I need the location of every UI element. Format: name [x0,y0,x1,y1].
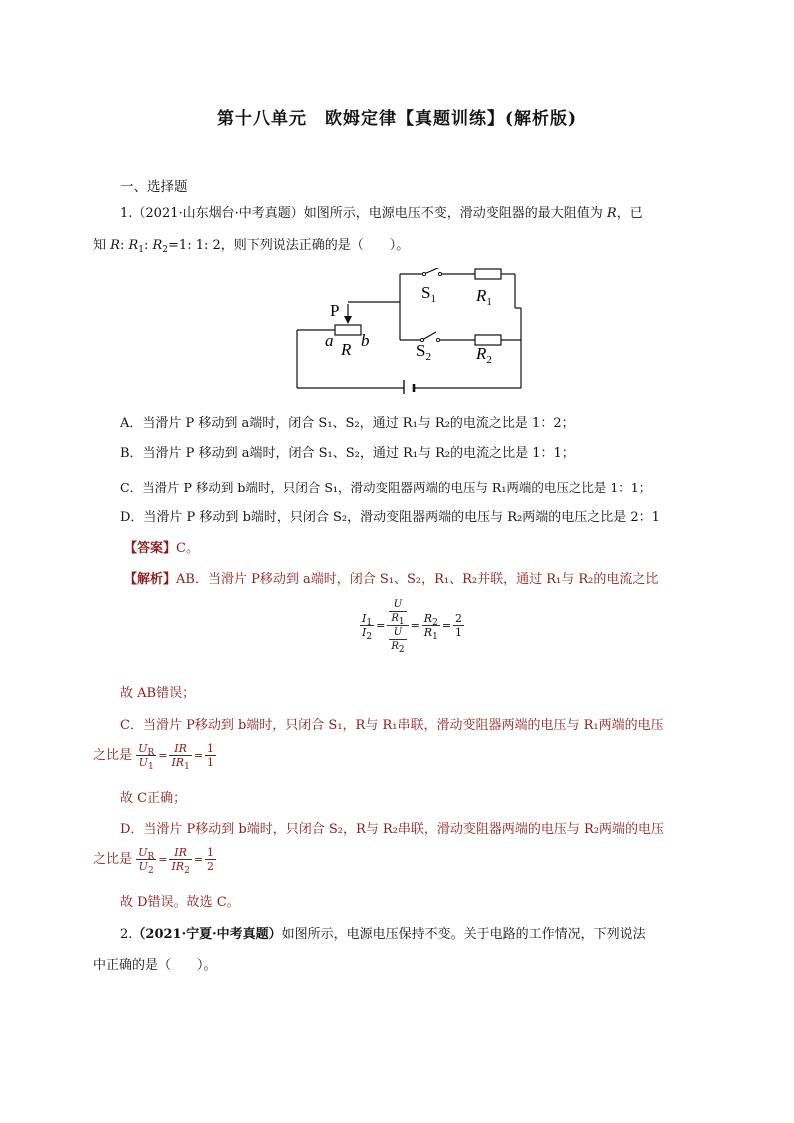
resistor-r1 [475,269,501,279]
switch-s1-blade [424,268,440,274]
q1-stem-question: =1: 1: 2，则下列说法正确的是（ ）。 [168,238,410,253]
answer-value: C。 [176,541,199,556]
analysis-line-2: 故 AB错误； [120,686,196,701]
frac-ir-ir2: $\frac{IR}{IR_2}$ [171,846,190,876]
label-S2: $S_2$ [416,341,431,363]
analysis-line-4: 之比是 $\frac{U_R}{U_1}$ = $\frac{IR}{IR_1}$ = $\frac{1}{1}$ [93,742,215,772]
var-R: R [606,206,617,221]
frac-u-over-r: $\frac{\frac{U}{R_1}}{\frac{U}{R_2}}$ [387,598,408,653]
switch-s2-blade [422,332,436,340]
label-b: b [361,331,370,350]
q2-source: （2021·宁夏·中考真题） [132,927,282,942]
section-heading: 一、选择题 [120,179,188,195]
var-R: R [110,238,120,253]
option-b: B．当滑片 P 移动到 a端时，闭合 S₁、S₂，通过 R₁与 R₂的电流之比是 1：1； [120,446,575,461]
option-a: A．当滑片 P 移动到 a端时，闭合 S₁、S₂，通过 R₁与 R₂的电流之比是 1：2； [120,416,575,431]
option-c: C．当滑片 P 移动到 b端时，只闭合 S₁，滑动变阻器两端的电压与 R₁两端的电压之比是 1：1； [120,480,652,495]
analysis-line-6: D．当滑片 P移动到 b端时，只闭合 S₂，R与 R₂串联，滑动变阻器两端的电压与 R₂两端的电压 [120,822,665,837]
analysis-line-8: 故 D错误。故选 C。 [120,895,240,910]
option-d: D．当滑片 P 移动到 b端时，只闭合 S₂，滑动变阻器两端的电压与 R₂两端的电压之比是 2：1 [120,510,660,525]
label-R1: $R_1$ [476,286,492,308]
colon: : [119,238,129,253]
label-S1: $S_1$ [421,283,436,305]
label-R: R [341,340,352,359]
formula-current-ratio: $\frac{I_1}{I_2}$ = $\frac{\frac{U}{R_1}}{\frac{U}{R_2}}$ = $\frac{R_2}{R_1}$ = $\frac{2}{1}$ [362,599,463,655]
label-R2: $R_2$ [476,344,492,366]
analysis-text-ab: AB．当滑片 P移动到 a端时，闭合 S₁、S₂，R₁、R₂并联，通过 R₁与 R₂的电流之比 [176,572,659,587]
analysis-line-3: C．当滑片 P移动到 b端时，只闭合 S₁，R与 R₁串联，滑动变阻器两端的电压与 R₁两端的电压 [120,718,664,733]
frac-1-2: $\frac{1}{2}$ [207,846,215,873]
q1-stem-lead: 知 [93,238,111,253]
frac-result-2-1: $\frac{2}{1}$ [455,612,463,639]
analysis-line-5: 故 C正确； [120,791,187,806]
analysis-tag: 【解析】 [124,572,177,587]
answer-line [124,539,199,559]
frac-1-1: $\frac{1}{1}$ [207,742,215,769]
q1-stem-line2 [93,236,409,256]
analysis-line-7: 之比是 $\frac{U_R}{U_2}$ = $\frac{IR}{IR_2}$ = $\frac{1}{2}$ [93,846,215,876]
frac-ir-ir1: $\frac{IR}{IR_1}$ [171,742,190,772]
rheostat-body [335,325,361,335]
var-R2: R [152,238,163,253]
circuit-diagram [290,268,530,394]
var-R1: R [128,238,139,253]
frac-ur-u2: $\frac{U_R}{U_2}$ [138,846,155,876]
label-a: a [325,331,334,350]
page-title: 第十八单元 欧姆定律【真题训练】(解析版) [216,109,578,129]
sub-2: 2 [162,245,169,255]
colon: : [143,238,153,253]
q1-stem-tail: ，已 [616,206,643,221]
label-P: P [330,301,340,320]
q2-stem-line2: 中正确的是（ ）。 [93,958,217,973]
frac-r2-r1: $\frac{R_2}{R_1}$ [423,612,438,642]
frac-ur-u1: $\frac{U_R}{U_1}$ [138,742,155,772]
q2-stem-line1: 2.（2021·宁夏·中考真题）如图所示，电源电压保持不变。关于电路的工作情况，下列说法 [120,927,646,942]
answer-tag: 【答案】 [124,541,177,556]
analysis-line-1 [124,570,658,590]
frac-i1-i2: $\frac{I_1}{I_2}$ [362,612,373,642]
slider-arrow-icon [344,316,352,324]
q1-stem-text: 1.（2021·山东烟台·中考真题）如图所示，电源电压不变，滑动变阻器的最大阻值为 [120,206,607,221]
sub-1: 1 [138,245,144,255]
q1-stem-line1 [120,204,643,224]
